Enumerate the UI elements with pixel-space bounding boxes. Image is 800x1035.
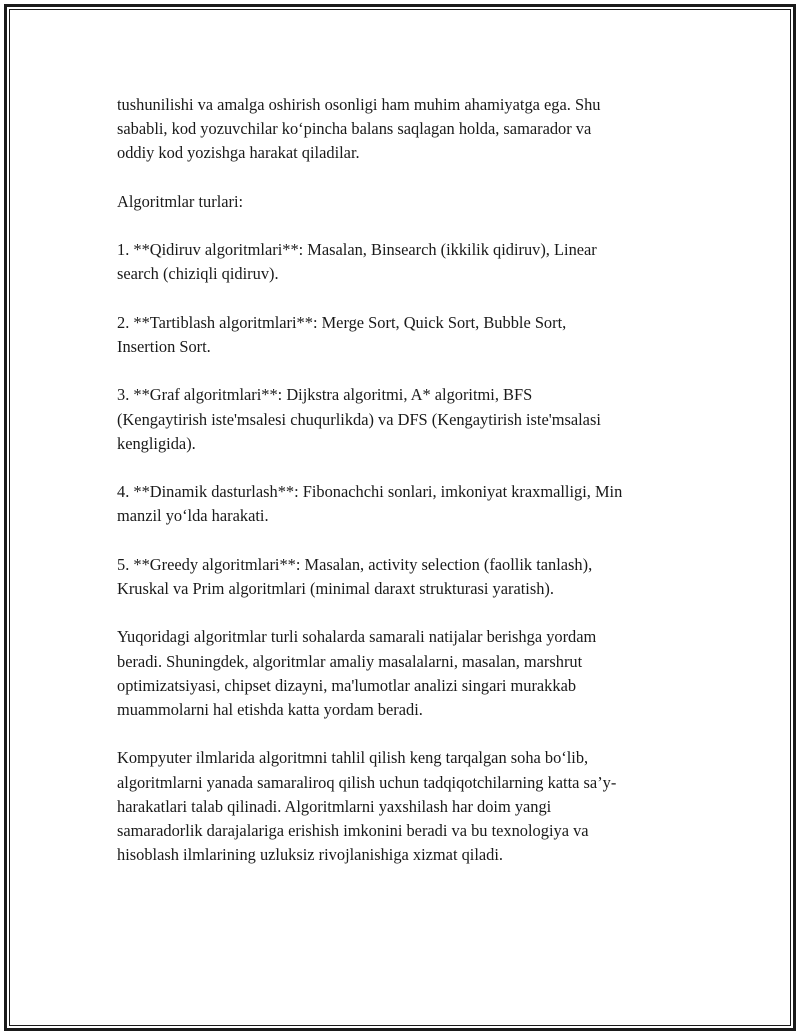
- list-item-3: [117, 383, 697, 456]
- text-line: hisoblash ilmlarining uzluksiz rivojlanishiga xizmat qiladi.: [117, 845, 504, 865]
- text-line: samaradorlik darajalariga erishish imkonini beradi va bu texnologiya va: [117, 820, 589, 840]
- list-item-1: [117, 238, 697, 286]
- list-item-2: [117, 311, 697, 359]
- paragraph-conclusion: [117, 746, 697, 867]
- text-line: 4. **Dinamik dasturlash**: Fibonachchi sonlari, imkoniyat kraxmalligi, Min: [117, 482, 623, 502]
- section-heading: Algoritmlar turlari:: [117, 191, 244, 211]
- text-line: sababli, kod yozuvchilar ko‘pincha balans saqlagan holda, samarador va: [117, 119, 592, 139]
- text-line: Yuqoridagi algoritmlar turli sohalarda samarali natijalar berishga yordam: [117, 627, 597, 647]
- paragraph-heading: [117, 190, 697, 214]
- document-body: [117, 93, 697, 892]
- paragraph-intro: [117, 93, 697, 166]
- text-line: oddiy kod yozishga harakat qiladilar.: [117, 143, 360, 163]
- text-line: (Kengaytirish iste'msalesi chuqurlikda) va DFS (Kengaytirish iste'msalasi: [117, 409, 601, 429]
- text-line: 2. **Tartiblash algoritmlari**: Merge Sort, Quick Sort, Bubble Sort,: [117, 312, 567, 332]
- list-item-4: [117, 480, 697, 528]
- text-line: 1. **Qidiruv algoritmlari**: Masalan, Binsearch (ikkilik qidiruv), Linear: [117, 240, 597, 260]
- text-line: manzil yo‘lda harakati.: [117, 506, 269, 526]
- text-line: Insertion Sort.: [117, 336, 211, 356]
- text-line: Kruskal va Prim algoritmlari (minimal daraxt strukturasi yaratish).: [117, 578, 554, 598]
- text-line: muammolarni hal etishda katta yordam beradi.: [117, 699, 423, 719]
- paragraph-summary: [117, 625, 697, 722]
- text-line: Kompyuter ilmlarida algoritmni tahlil qilish keng tarqalgan soha bo‘lib,: [117, 748, 589, 768]
- text-line: optimizatsiyasi, chipset dizayni, ma'lumotlar analizi singari murakkab: [117, 675, 577, 695]
- text-line: tushunilishi va amalga oshirish osonligi ham muhim ahamiyatga ega. Shu: [117, 95, 601, 114]
- text-line: search (chiziqli qidiruv).: [117, 264, 279, 284]
- text-line: beradi. Shuningdek, algoritmlar amaliy masalalarni, masalan, marshrut: [117, 651, 583, 671]
- list-item-5: [117, 553, 697, 601]
- text-line: harakatlari talab qilinadi. Algoritmlarni yaxshilash har doim yangi: [117, 796, 552, 816]
- text-line: 5. **Greedy algoritmlari**: Masalan, activity selection (faollik tanlash),: [117, 554, 593, 574]
- text-line: kengligida).: [117, 433, 196, 453]
- text-line: 3. **Graf algoritmlari**: Dijkstra algoritmi, A* algoritmi, BFS: [117, 385, 533, 405]
- text-line: algoritmlarni yanada samaraliroq qilish uchun tadqiqotchilarning katta sa’y-: [117, 772, 617, 792]
